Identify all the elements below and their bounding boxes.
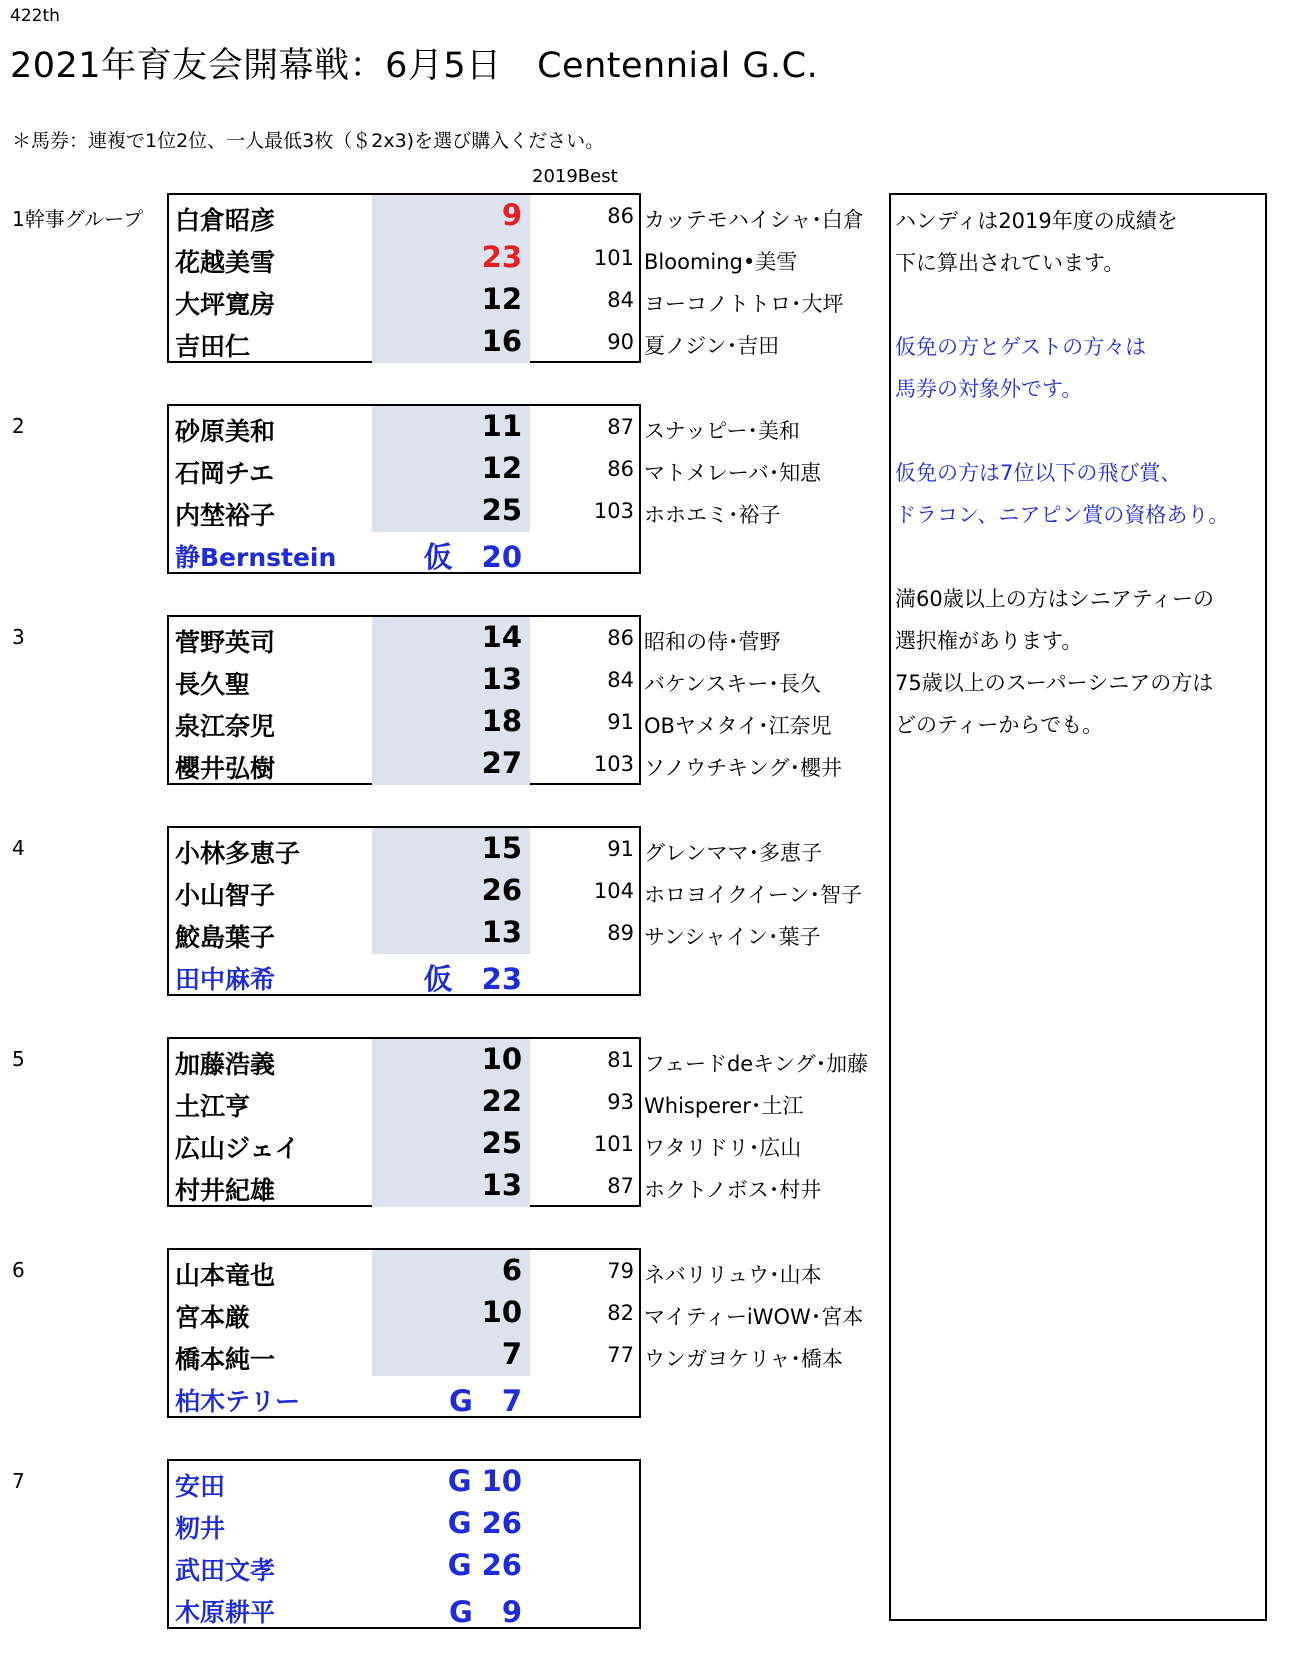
note-line: 仮免の方とゲストの方々は — [895, 335, 1147, 359]
player-name: 静Bernstein — [175, 543, 337, 572]
best-score-column-header: 2019Best — [532, 166, 618, 187]
player-handicap: 仮 23 — [423, 962, 522, 996]
player-name: 加藤浩義 — [175, 1050, 276, 1079]
player-handicap: 12 — [481, 451, 522, 485]
player-handicap: 仮 20 — [423, 540, 522, 574]
horse-name: ホロヨイクイーン･智子 — [644, 883, 862, 907]
player-handicap: G 26 — [447, 1506, 522, 1540]
best-score: 81 — [607, 1048, 634, 1072]
player-name: 籾井 — [175, 1514, 226, 1543]
player-name: 吉田仁 — [175, 332, 251, 361]
edition-label: 422th — [10, 6, 60, 26]
player-handicap: 12 — [481, 282, 522, 316]
horse-name: 夏ノジン･吉田 — [644, 334, 780, 358]
player-handicap: G 26 — [447, 1548, 522, 1582]
player-handicap: 25 — [481, 493, 522, 527]
best-score: 77 — [607, 1343, 634, 1367]
horse-name: フェードdeキング･加藤 — [644, 1052, 869, 1076]
best-score: 86 — [607, 457, 634, 481]
player-name: 山本竜也 — [175, 1261, 276, 1290]
group-label: 4 — [12, 836, 25, 860]
group-label: 1幹事グループ — [12, 207, 144, 231]
horse-name: カッテモハイシャ･白倉 — [644, 208, 864, 232]
best-score: 87 — [607, 415, 634, 439]
player-name: 安田 — [175, 1472, 226, 1501]
best-score: 103 — [593, 499, 634, 523]
player-handicap: 13 — [481, 915, 522, 949]
player-handicap: G 9 — [449, 1595, 522, 1629]
player-handicap: 14 — [481, 620, 522, 654]
horse-name: Blooming•美雪 — [644, 250, 798, 274]
player-name: 花越美雪 — [175, 248, 276, 277]
horse-name: ネバリリュウ･山本 — [644, 1263, 822, 1287]
player-handicap: 25 — [481, 1126, 522, 1160]
best-score: 91 — [607, 837, 634, 861]
player-handicap: 10 — [481, 1295, 522, 1329]
best-score: 79 — [607, 1259, 634, 1283]
player-name: 小山智子 — [175, 881, 276, 910]
player-name: 内埜裕子 — [175, 501, 276, 530]
player-name: 鮫島葉子 — [175, 923, 276, 952]
horse-name: サンシャイン･葉子 — [644, 925, 821, 949]
player-name: 田中麻希 — [175, 965, 276, 994]
player-handicap: 11 — [481, 409, 522, 443]
player-name: 木原耕平 — [175, 1598, 276, 1627]
player-name: 柏木テリー — [175, 1387, 301, 1416]
player-handicap: 10 — [481, 1042, 522, 1076]
horse-name: 昭和の侍･菅野 — [644, 630, 781, 654]
group-label: 2 — [12, 414, 25, 438]
player-handicap: 9 — [501, 198, 522, 232]
best-score: 90 — [607, 330, 634, 354]
player-handicap: 13 — [481, 1168, 522, 1202]
horse-name: スナッピー･美和 — [644, 419, 800, 443]
note-line: 下に算出されています。 — [895, 251, 1125, 275]
player-name: 泉江奈児 — [175, 712, 276, 741]
note-line: 75歳以上のスーパーシニアの方は — [895, 671, 1214, 695]
horse-name: ワタリドリ･広山 — [644, 1136, 802, 1160]
horse-name: ヨーコノトトロ･大坪 — [644, 292, 844, 316]
player-handicap: 26 — [481, 873, 522, 907]
horse-name: ソノウチキング･櫻井 — [644, 756, 843, 780]
horse-name: OBヤメタイ･江奈児 — [644, 714, 832, 738]
player-name: 武田文孝 — [175, 1556, 276, 1585]
player-handicap: G 10 — [447, 1464, 522, 1498]
note-line: 満60歳以上の方はシニアティーの — [895, 587, 1215, 611]
player-handicap: 7 — [501, 1337, 522, 1371]
notes-box — [889, 193, 1267, 1621]
note-line: 選択権があります。 — [895, 629, 1083, 653]
player-name: 村井紀雄 — [175, 1176, 276, 1205]
player-handicap: 23 — [481, 240, 522, 274]
betting-note: ＊馬券：連複で1位2位、一人最低3枚（＄2x3)を選び購入ください。 — [12, 130, 605, 152]
player-name: 小林多恵子 — [175, 839, 301, 868]
player-name: 砂原美和 — [175, 417, 276, 446]
player-name: 広山ジェイ — [175, 1134, 300, 1163]
player-name: 橋本純一 — [175, 1345, 276, 1374]
best-score: 93 — [607, 1090, 634, 1114]
best-score: 91 — [607, 710, 634, 734]
best-score: 84 — [607, 668, 634, 692]
player-name: 菅野英司 — [175, 628, 276, 657]
best-score: 82 — [607, 1301, 634, 1325]
best-score: 86 — [607, 626, 634, 650]
best-score: 104 — [593, 879, 634, 903]
horse-name: Whisperer･土江 — [644, 1094, 804, 1118]
note-line: どのティーからでも。 — [895, 713, 1104, 737]
horse-name: ホホエミ･裕子 — [644, 503, 781, 527]
best-score: 87 — [607, 1174, 634, 1198]
player-name: 宮本厳 — [175, 1303, 251, 1332]
best-score: 86 — [607, 204, 634, 228]
note-line: 仮免の方は7位以下の飛び賞、 — [895, 461, 1182, 485]
player-handicap: G 7 — [449, 1384, 522, 1418]
horse-name: ホクトノボス･村井 — [644, 1178, 822, 1202]
horse-name: マイティーiWOW･宮本 — [644, 1305, 864, 1329]
horse-name: バケンスキー･長久 — [644, 672, 821, 696]
group-label: 7 — [12, 1469, 25, 1493]
player-name: 土江亨 — [175, 1092, 251, 1121]
page-title: 2021年育友会開幕戦：6月5日 Centennial G.C. — [10, 46, 819, 86]
best-score: 101 — [593, 246, 634, 270]
player-handicap: 15 — [481, 831, 522, 865]
player-handicap: 6 — [501, 1253, 522, 1287]
group-label: 6 — [12, 1258, 25, 1282]
player-handicap: 13 — [481, 662, 522, 696]
group-label: 5 — [12, 1047, 25, 1071]
player-name: 長久聖 — [175, 670, 251, 699]
group-label: 3 — [12, 625, 25, 649]
best-score: 84 — [607, 288, 634, 312]
best-score: 89 — [607, 921, 634, 945]
horse-name: マトメレーバ･知恵 — [644, 461, 822, 485]
best-score: 103 — [593, 752, 634, 776]
note-line: ドラコン、ニアピン賞の資格あり。 — [895, 503, 1230, 527]
player-handicap: 18 — [481, 704, 522, 738]
player-name: 白倉昭彦 — [175, 206, 276, 235]
note-line: 馬券の対象外です。 — [895, 377, 1083, 401]
player-name: 櫻井弘樹 — [175, 754, 276, 783]
horse-name: グレンママ･多恵子 — [644, 841, 822, 865]
player-handicap: 27 — [481, 746, 522, 780]
player-name: 石岡チエ — [175, 459, 275, 488]
best-score: 101 — [593, 1132, 634, 1156]
note-line: ハンディは2019年度の成績を — [895, 209, 1178, 233]
player-handicap: 16 — [481, 324, 522, 358]
player-name: 大坪寛房 — [175, 290, 276, 319]
player-handicap: 22 — [481, 1084, 522, 1118]
horse-name: ウンガヨケリャ･橋本 — [644, 1347, 843, 1371]
